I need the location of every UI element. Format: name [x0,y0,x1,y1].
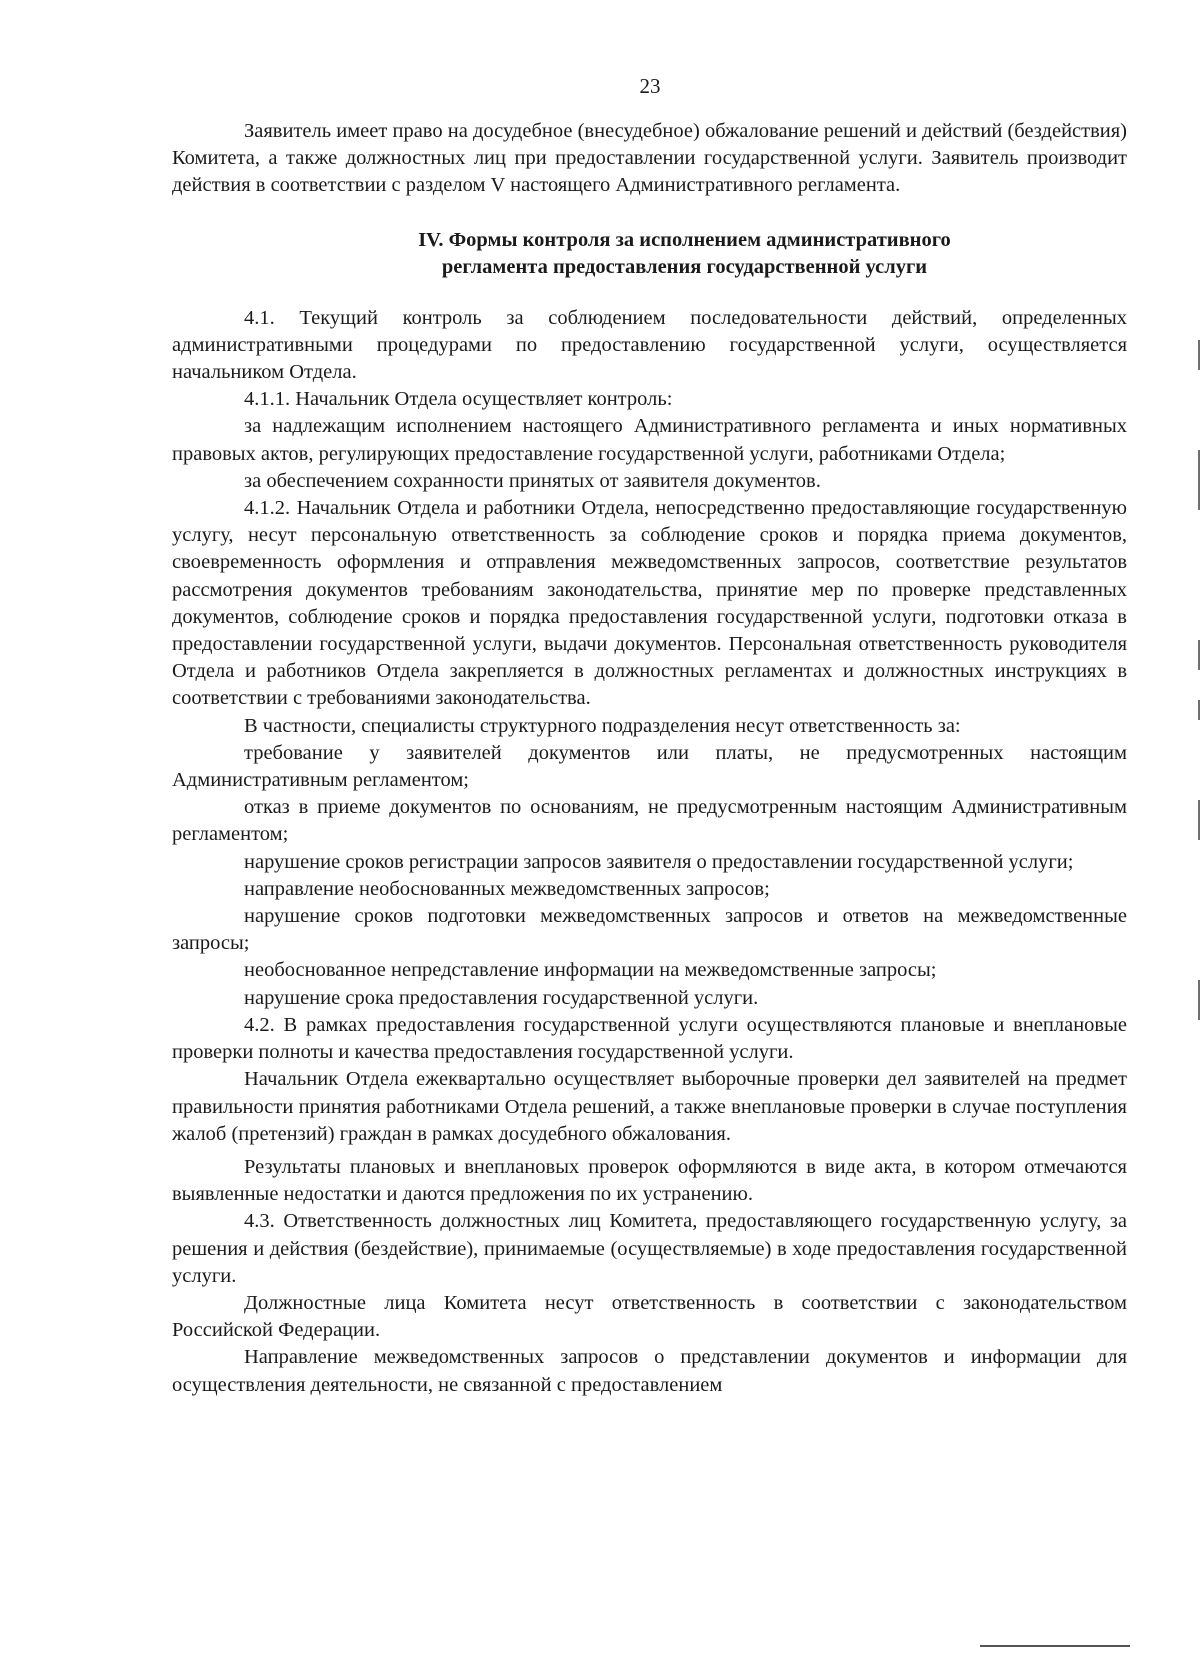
paragraph-responsibility-item: нарушение срока предоставления государственной услуги. [244,986,759,1009]
paragraph-responsibility-item: требование у заявителей документов или платы, не предусмотренных настоящим Административным регламентом; [172,741,1127,792]
page-number: 23 [639,74,661,98]
document-body [172,118,1127,1399]
paragraph-responsibility-item: направление необоснованных межведомственных запросов; [244,877,770,900]
paragraph-control-item: за надлежащим исполнением настоящего Административного регламента и иных нормативных правовых актов, регулирующих предоставление государственной услуги, работниками Отдела; [172,415,1127,465]
paragraph-control-item: за обеспечением сохранности принятых от заявителя документов. [244,469,821,492]
scan-bottom-line [980,1645,1130,1647]
paragraph-4-1-1: 4.1.1. Начальник Отдела осуществляет контроль: [244,388,673,411]
section-title-line-1: IV. Формы контроля за исполнением административного [418,228,951,251]
paragraph-inspections: Начальник Отдела ежеквартально осуществляет выборочные проверки дел заявителей на предмет правильности принятия работниками Отдела решений, а также внеплановые проверки в случае поступления жалоб (претензий) граждан в рамках досудебного обжалования. [172,1068,1127,1145]
paragraph-officials-liability: Должностные лица Комитета несут ответственность в соответствии с законодательством Российской Федерации. [172,1291,1127,1342]
section-title [172,227,1127,281]
paragraph-responsibility-item: нарушение сроков подготовки межведомственных запросов и ответов на межведомственные запросы; [172,905,1127,955]
paragraph-inspection-results: Результаты плановых и внеплановых проверок оформляются в виде акта, в котором отмечаются выявленные недостатки и даются предложения по их устранению. [172,1155,1127,1206]
paragraph-responsibility-intro: В частности, специалисты структурного подразделения несут ответственность за: [244,714,961,737]
paragraph-4-3: 4.3. Ответственность должностных лиц Комитета, предоставляющего государственную услугу, за решения и действия (бездействие), принимаемые (осуществляемые) в ходе предоставления государственной услуги. [172,1210,1127,1287]
paragraph-4-2: 4.2. В рамках предоставления государственной услуги осуществляются плановые и внеплановые проверки полноты и качества предоставления государственной услуги. [172,1013,1127,1064]
paragraph-responsibility-item: нарушение сроков регистрации запросов заявителя о предоставлении государственной услуги; [244,850,1074,873]
paragraph-4-1-2: 4.1.2. Начальник Отдела и работники Отдела, непосредственно предоставляющие государственную услугу, несут персональную ответственность за соблюдение сроков и порядка приема документов, своевременность оформления и отправления межведомственных запросов, соответствие результатов рассмотрения документов требованиям законодательства, принятие мер по проверке представленных документов, соблюдение сроков и порядка предоставления государственной услуги, подготовки отказа в предоставлении государственной услуги, выдачи документов. Персональная ответственность руководителя Отдела и работников Отдела закрепляется в должностных регламентах и должностных инструкциях в соответствии с требованиями законодательства. [172,497,1127,710]
paragraph-interagency-requests: Направление межведомственных запросов о представлении документов и информации для осуществления деятельности, не связанной с предоставлением [172,1346,1127,1396]
paragraph-responsibility-item: отказ в приеме документов по основаниям, не предусмотренным настоящим Административным регламентом; [172,796,1127,846]
paragraph-responsibility-item: необоснованное непредставление информации на межведомственные запросы; [244,959,937,982]
paragraph-4-1: 4.1. Текущий контроль за соблюдением последовательности действий, определенных административными процедурами по предоставлению государственной услуги, осуществляется начальником Отдела. [172,306,1127,384]
intro-paragraph: Заявитель имеет право на досудебное (внесудебное) обжалование решений и действий (бездействия) Комитета, а также должностных лиц при предоставлении государственной услуги. Заявитель производит действия в соответствии с разделом V настоящего Административного регламента. [172,120,1127,197]
section-title-line-2: регламента предоставления государственной услуги [441,255,928,278]
